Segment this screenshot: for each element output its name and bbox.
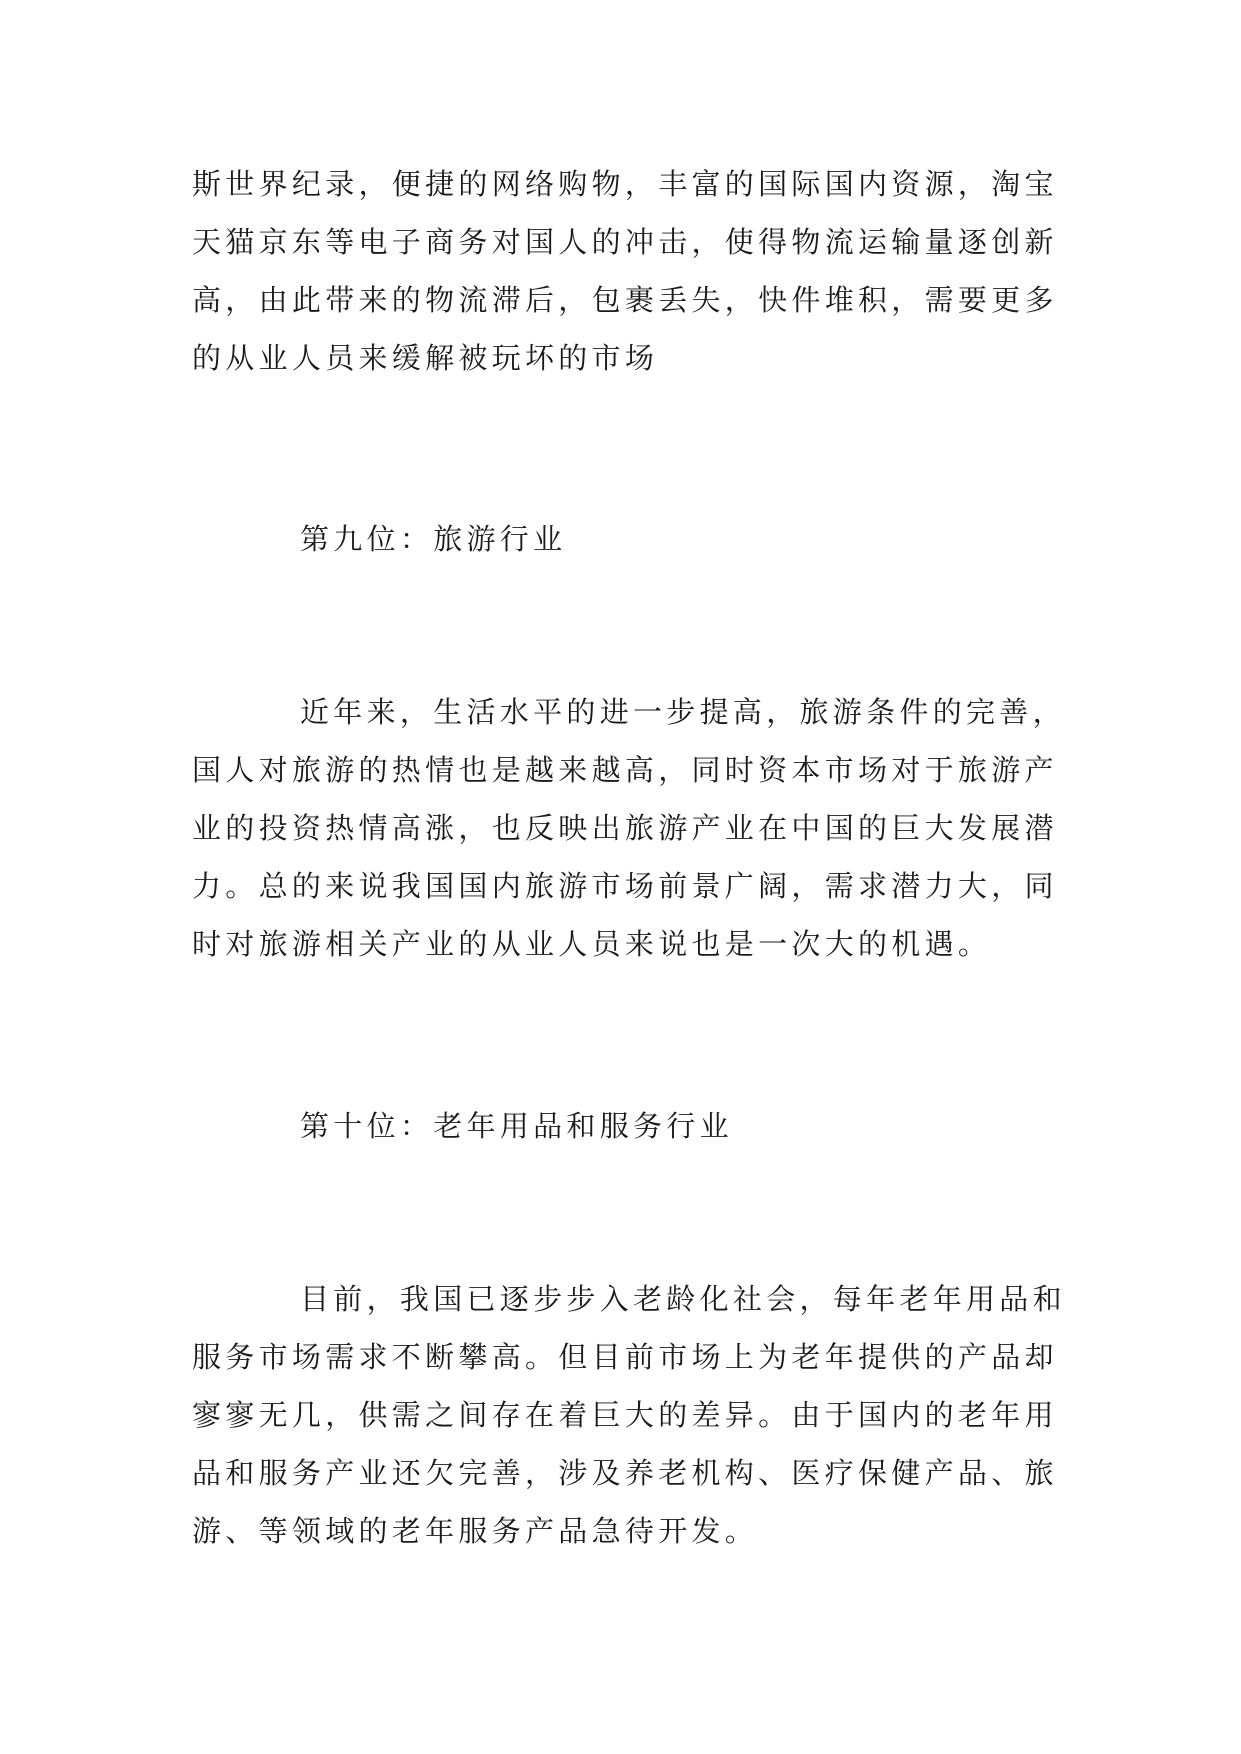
heading-text: 第十位：老年用品和服务行业 xyxy=(300,1109,733,1143)
text-line: 天猫京东等电子商务对国人的冲击，使得物流运输量逐创新 xyxy=(192,225,1058,259)
text-line: 斯世界纪录，便捷的网络购物，丰富的国际国内资源，淘宝 xyxy=(192,167,1058,201)
paragraph-logistics-continued xyxy=(192,155,1072,387)
text-line: 近年来，生活水平的进一步提高，旅游条件的完善， xyxy=(300,695,1066,729)
heading-text: 第九位：旅游行业 xyxy=(300,522,567,556)
text-line: 力。总的来说我国国内旅游市场前景广阔，需求潜力大，同 xyxy=(192,869,1058,903)
section-heading-tenth xyxy=(192,1097,1072,1155)
paragraph-tourism xyxy=(192,683,1072,973)
text-line: 游、等领域的老年服务产品急待开发。 xyxy=(192,1514,759,1548)
text-line: 业的投资热情高涨，也反映出旅游产业在中国的巨大发展潜 xyxy=(192,811,1058,845)
text-line: 服务市场需求不断攀高。但目前市场上为老年提供的产品却 xyxy=(192,1340,1058,1374)
text-line: 时对旅游相关产业的从业人员来说也是一次大的机遇。 xyxy=(192,927,992,961)
paragraph-elderly xyxy=(192,1270,1072,1560)
text-line: 目前，我国已逐步步入老龄化社会，每年老年用品和 xyxy=(300,1282,1066,1316)
section-heading-ninth xyxy=(192,510,1072,568)
text-line: 品和服务产业还欠完善，涉及养老机构、医疗保健产品、旅 xyxy=(192,1456,1058,1490)
text-line: 的从业人员来缓解被玩坏的市场 xyxy=(192,341,659,375)
text-line: 高，由此带来的物流滞后，包裹丢失，快件堆积，需要更多 xyxy=(192,283,1058,317)
text-line: 国人对旅游的热情也是越来越高，同时资本市场对于旅游产 xyxy=(192,753,1058,787)
text-line: 寥寥无几，供需之间存在着巨大的差异。由于国内的老年用 xyxy=(192,1398,1058,1432)
